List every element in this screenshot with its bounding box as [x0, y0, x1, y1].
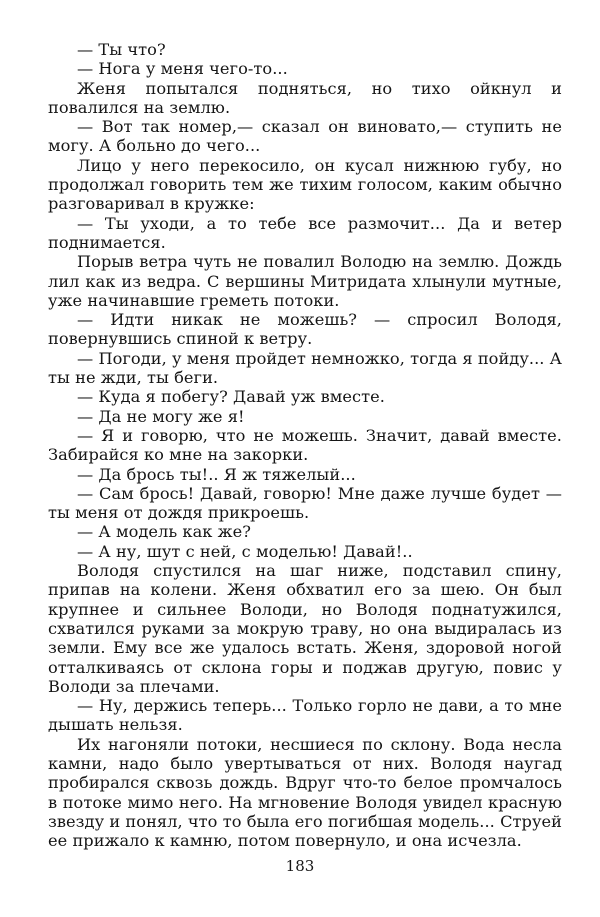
paragraph: — Ты что? — [77, 40, 166, 59]
page-text — [48, 40, 562, 850]
paragraph: — Я и говорю, что не можешь. Значит, давай вместе. Забирайся ко мне на закорки. — [48, 425, 562, 465]
paragraph: Их нагоняли потоки, несшиеся по склону. Вода несла камни, надо было увертываться от них. Володя наугад пробирался сквозь дождь. Вдруг что-то белое промчалось в потоке мимо него. На мгновение Володя увидел красную звезду и понял, что то была его погибшая модель... Струей ее прижало к камню, потом повернуло, и она исчезла. — [48, 734, 562, 851]
paragraph: — Да не могу же я! — [77, 406, 245, 426]
paragraph: Лицо у него перекосило, он кусал нижнюю губу, но продолжал говорить тем же тихим голосом, каким обычно разговаривал в кружке: — [48, 155, 562, 214]
paragraph: — Ты уходи, а то тебе все размочит... Да и ветер поднимается. — [48, 213, 562, 252]
paragraph: — А модель как же? — [77, 522, 251, 542]
paragraph: — Куда я побегу? Давай уж вместе. — [77, 387, 385, 407]
page-number: 183 — [285, 857, 315, 875]
paragraph: Порыв ветра чуть не повалил Володю на землю. Дождь лил как из ведра. С вершины Митридата хлынули мутные, уже начинавшие греметь потоки. — [48, 252, 562, 310]
paragraph: — Идти никак не можешь? — спросил Володя, повернувшись спиной к ветру. — [48, 310, 562, 349]
paragraph: Володя спустился на шаг ниже, подставил спину, припав на колени. Женя обхватил его за шею. Он был крупнее и сильнее Володи, но Володя поднатужился, схватился руками за мокрую траву, но она выдиралась из земли. Ему все же удалось встать. Женя, здоровой ногой отталкиваясь от склона горы и поджав другую, повис у Володи за плечами. — [48, 561, 562, 696]
paragraph: — Да брось ты!.. Я ж тяжелый... — [77, 464, 356, 484]
paragraph: — Ну, держись теперь... Только горло не дави, а то мне дышать нельзя. — [48, 696, 562, 735]
paragraph: — Нога у меня чего-то... — [77, 59, 288, 79]
paragraph: — Сам брось! Давай, говорю! Мне даже лучше будет — ты меня от дождя прикроешь. — [48, 483, 562, 523]
paragraph: — А ну, шут с ней, с моделью! Давай!.. — [77, 541, 413, 561]
paragraph: — Вот так номер,— сказал он виновато,— ступить не могу. А больно до чего... — [48, 117, 562, 156]
paragraph: Женя попытался подняться, но тихо ойкнул и повалился на землю. — [48, 78, 562, 117]
paragraph: — Погоди, у меня пройдет немножко, тогда я пойду... А ты не жди, ты беги. — [48, 348, 562, 388]
